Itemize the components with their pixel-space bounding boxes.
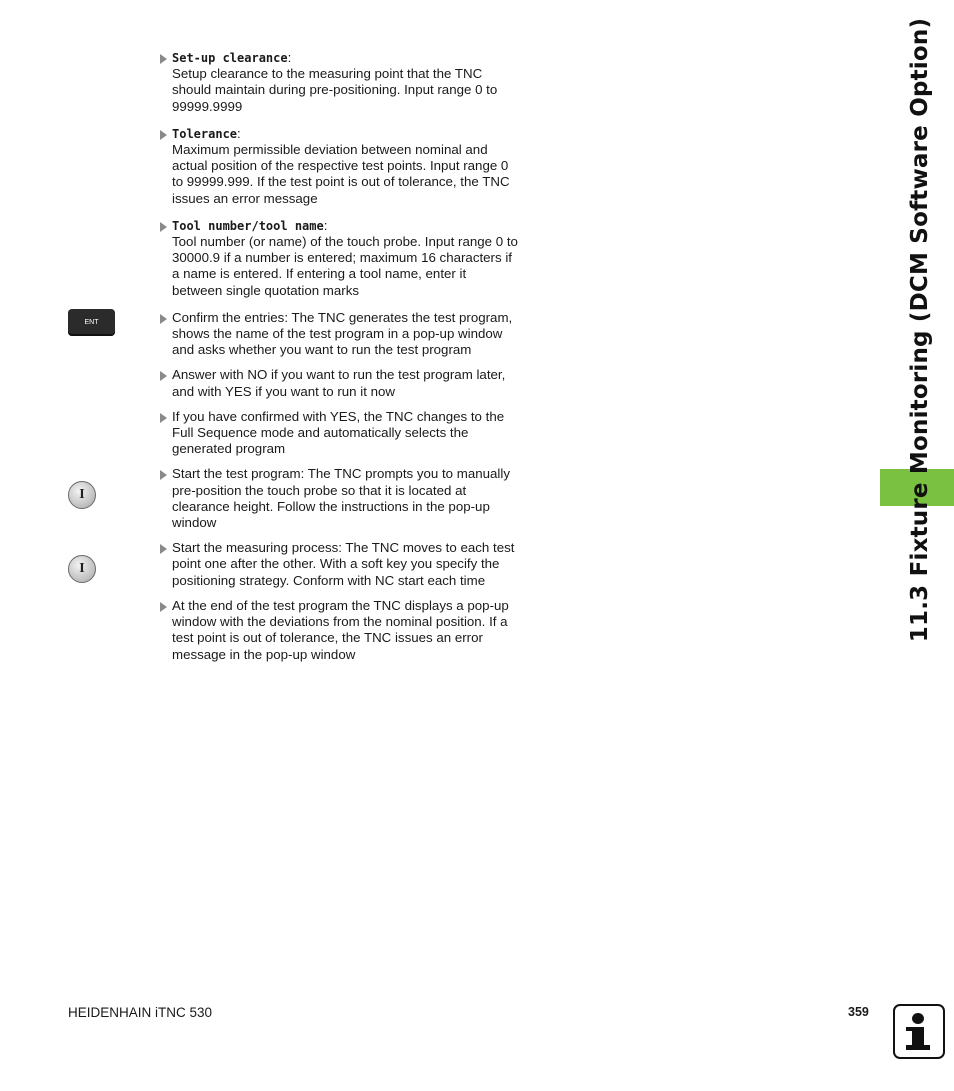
nc-start-key-icon: I: [68, 481, 96, 509]
step-item: [160, 540, 520, 589]
param-item: Set-up clearance: Setup clearance to the measuring point that the TNC should maintain during pre-positioning. Input range 0 to 99999.9999: [160, 50, 520, 115]
step-item: [160, 598, 520, 663]
param-item: Tool number/tool name: Tool number (or name) of the touch probe. Input range 0 to 30000.9 if a number is entered; maximum 16 characters if a name is entered. If entering a tool name, enter it between single quotation marks: [160, 218, 520, 299]
chapter-title-vertical: [900, 17, 940, 643]
triangle-arrow-icon: [160, 222, 167, 232]
step-item: [160, 466, 520, 531]
param-item: Tolerance: Maximum permissible deviation between nominal and actual position of the respective test points. Input range 0 to 99999.999. If the test point is out of tolerance, the TNC issues an error message: [160, 126, 520, 207]
step-item: [160, 409, 520, 458]
step-item: [160, 310, 520, 359]
page-number: 359: [848, 1005, 869, 1019]
param-name: Tolerance: [172, 126, 238, 141]
nc-start-key-icon: I: [68, 555, 96, 583]
param-description: Setup clearance to the measuring point that the TNC should maintain during pre-positioning. Input range 0 to 99999.9999: [172, 66, 498, 114]
triangle-arrow-icon: [160, 602, 167, 612]
triangle-arrow-icon: [160, 54, 167, 64]
step-text: Confirm the entries: The TNC generates the test program, shows the name of the test program in a pop-up window and asks whether you want to run the test program: [172, 309, 513, 358]
triangle-arrow-icon: [160, 314, 167, 324]
step-text: Start the measuring process: The TNC moves to each test point one after the other. With a soft key you specify the positioning strategy. Conform with NC start each time: [172, 540, 515, 588]
param-description: Tool number (or name) of the touch probe. Input range 0 to 30000.9 if a number is entered; maximum 16 characters if a name is entered. If entering a tool name, enter it between single quotation marks: [172, 234, 518, 298]
step-item: [160, 367, 520, 399]
triangle-arrow-icon: [160, 413, 167, 423]
triangle-arrow-icon: [160, 130, 167, 140]
footer-product: HEIDENHAIN iTNC 530: [68, 1005, 213, 1020]
triangle-arrow-icon: [160, 470, 167, 480]
param-name: Set-up clearance: [172, 51, 288, 65]
chapter-title-text: 11.3 Fixture Monitoring (DCM Software Option): [907, 17, 933, 643]
step-text: Start the test program: The TNC prompts you to manually pre-position the touch probe so that it is located at clearance height. Follow the instructions in the pop-up window: [172, 466, 510, 531]
triangle-arrow-icon: [160, 371, 167, 381]
ent-key-icon: ENT: [68, 309, 115, 336]
info-icon: [893, 1004, 945, 1059]
page-content: [160, 50, 520, 672]
step-text: At the end of the test program the TNC displays a pop-up window with the deviations from the nominal position. If a test point is out of tolerance, the TNC issues an error message in the pop-up window: [172, 597, 509, 662]
param-description: Maximum permissible deviation between nominal and actual position of the respective test points. Input range 0 to 99999.999. If the test point is out of tolerance, the TNC issues an error message: [172, 142, 510, 206]
step-text: Answer with NO if you want to run the test program later, and with YES if you want to run it now: [172, 367, 506, 399]
step-text: If you have confirmed with YES, the TNC changes to the Full Sequence mode and automatically selects the generated program: [172, 408, 505, 457]
triangle-arrow-icon: [160, 544, 167, 554]
param-name: Tool number/tool name: [172, 218, 324, 233]
